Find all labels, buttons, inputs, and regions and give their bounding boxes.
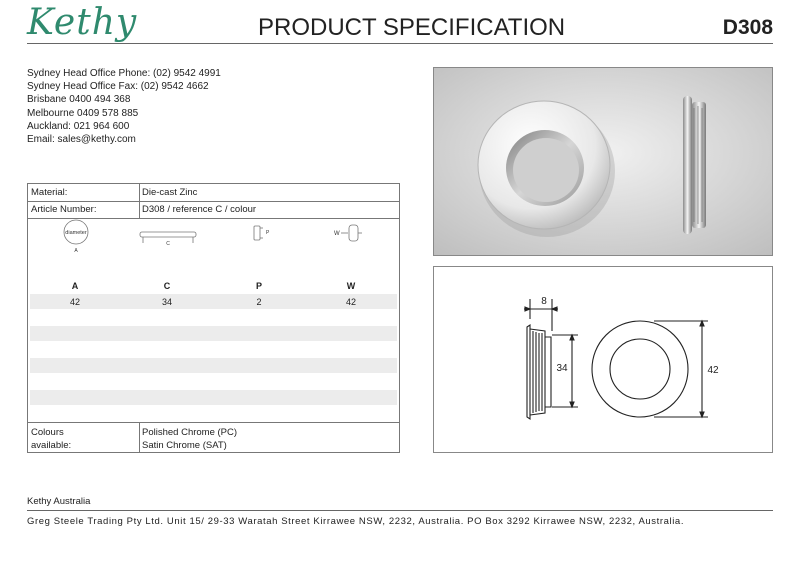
contact-line: Sydney Head Office Fax: (02) 9542 4662 — [27, 81, 209, 93]
spec-table — [27, 183, 400, 453]
contact-details — [27, 67, 221, 146]
diameter-icon-label: diameter — [65, 230, 87, 236]
outer-dimension-label: 42 — [707, 365, 719, 376]
colours-values — [142, 426, 237, 452]
article-label: Article Number: — [31, 204, 97, 215]
colours-row — [28, 422, 399, 453]
brand-logo: Kethy — [27, 2, 138, 43]
depth-dimension-label: 8 — [541, 296, 547, 307]
colours-label-line: available: — [31, 440, 72, 451]
dimension-icons-graphic — [28, 218, 399, 263]
material-row — [28, 184, 399, 202]
dim-header-c: C — [163, 281, 171, 291]
footer-company: Kethy Australia — [27, 496, 91, 507]
product-code: D308 — [722, 16, 773, 39]
dim-value-p: 2 — [256, 297, 262, 307]
dim-header-a: A — [71, 281, 79, 291]
footer-divider — [27, 510, 773, 511]
page-title: PRODUCT SPECIFICATION — [258, 14, 566, 41]
diameter-icon — [64, 220, 88, 254]
product-photo-image — [434, 68, 773, 256]
contact-line: Melbourne 0409 578 885 — [27, 107, 139, 119]
material-value: Die-cast Zinc — [142, 187, 198, 198]
dim-header-p: P — [255, 281, 262, 291]
article-value: D308 / reference C / colour — [142, 204, 257, 215]
product-photo — [433, 67, 773, 256]
length-icon-c: C — [166, 241, 170, 247]
colour-option: Polished Chrome (PC) — [142, 427, 238, 438]
contact-line: Auckland: 021 964 600 — [27, 120, 130, 132]
header-divider — [27, 43, 773, 44]
material-label: Material: — [31, 187, 68, 198]
projection-icon-p: P — [266, 230, 270, 236]
technical-drawing-graphic — [434, 267, 774, 454]
colour-option: Satin Chrome (SAT) — [142, 440, 227, 451]
colours-label-line: Colours — [31, 427, 64, 438]
length-icon — [140, 232, 196, 247]
width-icon-w: W — [334, 231, 340, 237]
table-stripe — [30, 390, 397, 405]
technical-drawing — [433, 266, 773, 453]
article-row — [28, 201, 399, 219]
table-stripe — [30, 358, 397, 373]
dim-value-a: 42 — [69, 297, 80, 307]
diameter-icon-a: A — [74, 248, 78, 254]
footer-address: Greg Steele Trading Pty Ltd. Unit 15/ 29-33 Waratah Street Kirrawee NSW, 2232, Australia. PO Box 3292 Kirrawee NSW, 2232, Australia. — [27, 516, 685, 527]
dim-value-w: 42 — [345, 297, 356, 307]
inner-dimension-label: 34 — [556, 363, 568, 374]
colours-label — [31, 426, 71, 452]
dim-header-w: W — [346, 281, 356, 291]
contact-line: Brisbane 0400 494 368 — [27, 94, 131, 106]
contact-line: Sydney Head Office Phone: (02) 9542 4991 — [27, 68, 221, 79]
dim-value-c: 34 — [161, 297, 172, 307]
dimension-icons — [28, 218, 399, 263]
contact-email: Email: sales@kethy.com — [27, 134, 136, 146]
table-divider — [139, 423, 140, 453]
width-icon — [334, 225, 362, 241]
table-stripe — [30, 326, 397, 341]
projection-icon — [254, 226, 270, 240]
